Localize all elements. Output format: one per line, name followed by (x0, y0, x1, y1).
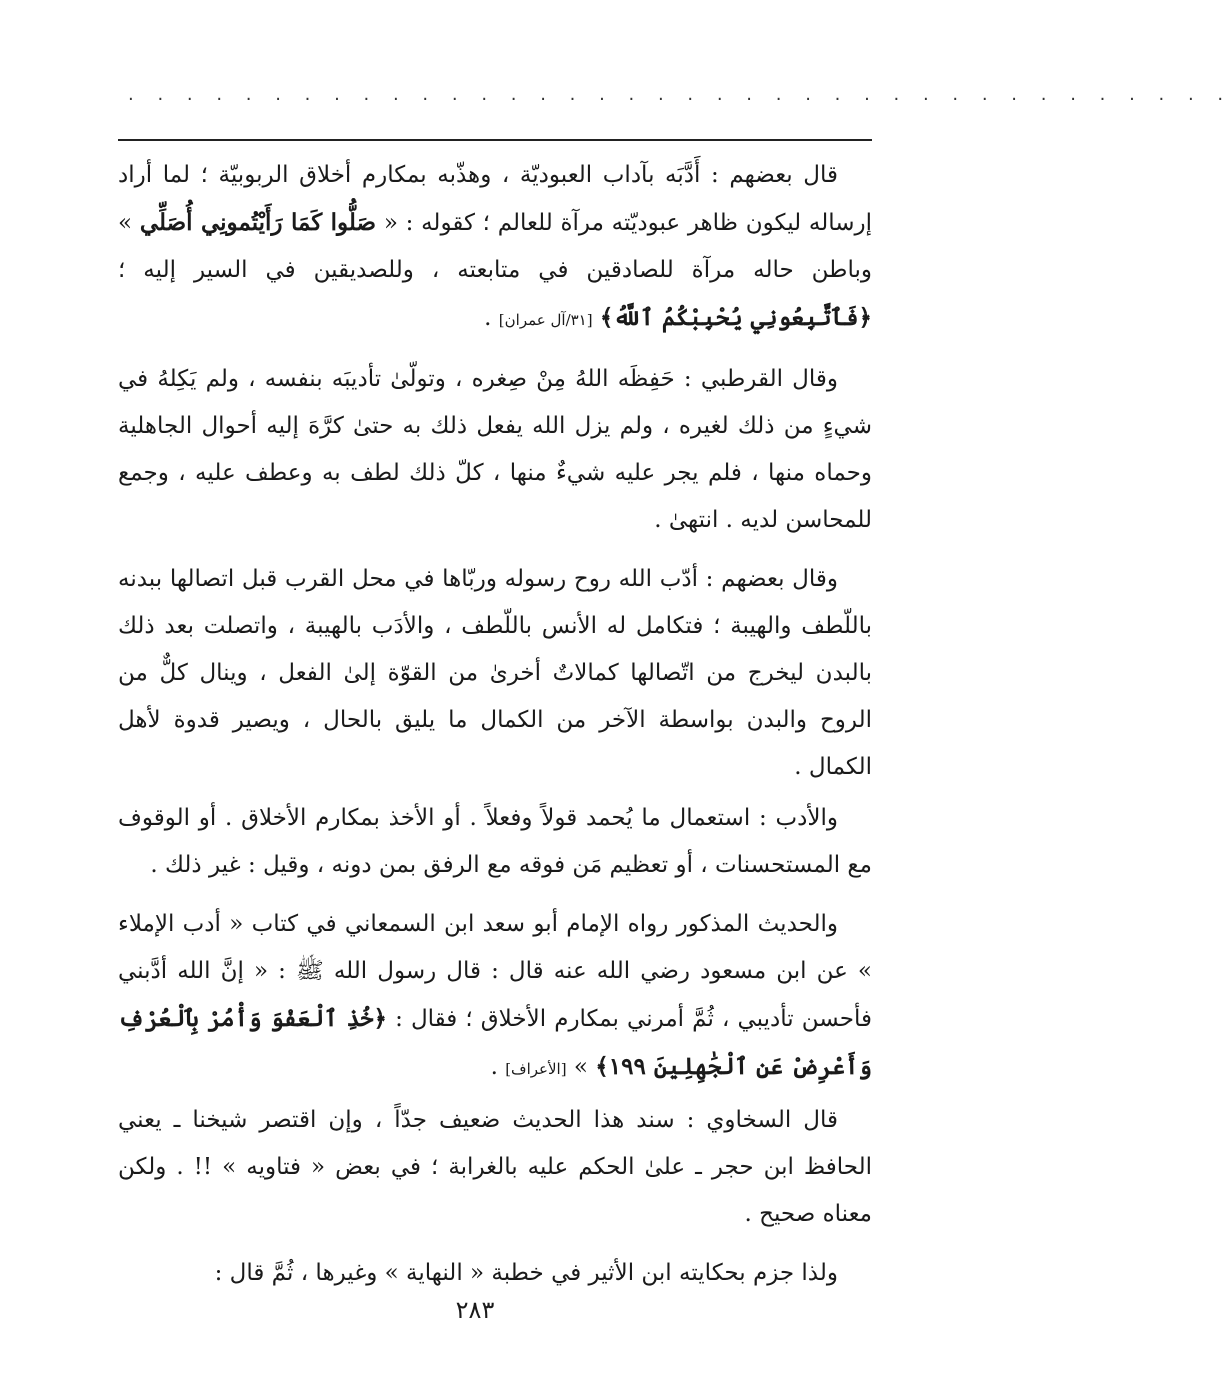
text-run: ولذا جزم بحكايته ابن الأثير في خطبة « النهاية » وغيرها ، ثُمَّ قال : (214, 1260, 838, 1286)
paragraph-adab-definition (118, 795, 872, 889)
text-run: » وباطن حاله مرآة للصادقين في متابعته ، وللصديقين في السير إليه ؛ (118, 210, 872, 283)
verse-reference: [٣١/آل عمران] (498, 311, 593, 329)
text-run (593, 305, 600, 331)
quoted-verse: ﴿فَٱتَّبِعُونِي يُحْبِبْكُمُ ٱللَّهُ﴾ (599, 304, 872, 331)
header-dotted-line: . . . . . . . . . . . . . . . . . . . . . . . . . . . . . . . . . . . . . . (128, 84, 1232, 105)
text-run: . (484, 305, 499, 331)
text-run: قال بعضهم : أَدَّبَه بآداب العبوديّة ، وهذّبه بمكارم أخلاق الربوبيّة ؛ لما أراد إرساله ليكون ظاهر عبوديّته مرآة للعالم ؛ كقوله : « (118, 162, 872, 236)
verse-reference: [الأعراف] (505, 1060, 567, 1078)
header-rule (118, 139, 872, 141)
paragraph-adab-ruh (118, 556, 872, 791)
text-run: » (566, 1054, 596, 1080)
paragraph-hadith-source (118, 901, 872, 1093)
text-run: والحديث المذكور رواه الإمام أبو سعد ابن السمعاني في كتاب « أدب الإملاء » عن ابن مسعود رضي الله عنه قال : قال رسول الله ﷺ : « إنَّ الله أدَّبني فأحسن تأديبي ، ثُمَّ أمرني بمكارم الأخلاق ؛ فقال : (118, 911, 872, 1032)
text-run: والأدب : استعمال ما يُحمد قولاً وفعلاً . أو الأخذ بمكارم الأخلاق . أو الوقوف مع المستحسنات ، أو تعظيم مَن فوقه مع الرفق بمن دونه ، وقيل : غير ذلك . (118, 805, 872, 878)
paragraph-adab-ubudiyya (118, 152, 872, 344)
text-run: . (490, 1054, 506, 1080)
paragraph-qurtubi (118, 356, 872, 544)
paragraph-sakhawi (118, 1097, 872, 1238)
quoted-verse: ﴿خُذِ ٱلْعَفْوَ وَأْمُرْ بِٱلْعُرْفِ وَأَعْرِضْ عَنِ ٱلْجَٰهِلِينَ ١٩٩﴾ (118, 1005, 872, 1080)
text-run: وقال بعضهم : أدّب الله روح رسوله وربّاها في محل القرب قبل اتصالها ببدنه باللّطف والهيبة ؛ فتكامل له الأنس باللّطف ، والأدَب بالهيبة ، واتصلت بعد ذلك بالبدن ليخرج من اتّصالها كمالاتٌ أخرىٰ من القوّة إلىٰ الفعل ، وينال كلٌّ من الروح والبدن بواسطة الآخر من الكمال ما يليق بالحال ، ويصير قدوة لأهل الكمال . (118, 566, 872, 780)
text-run: قال السخاوي : سند هذا الحديث ضعيف جدّاً ، وإن اقتصر شيخنا ـ يعني الحافظ ابن حجر ـ علىٰ الحكم عليه بالغرابة ؛ في بعض « فتاويه » !! . ولكن معناه صحيح . (118, 1107, 872, 1227)
page-number: ٢٨٣ (455, 1296, 495, 1324)
main-text (118, 152, 872, 1309)
text-run: وقال القرطبي : حَفِظَه اللهُ مِنْ صِغره ، وتولّىٰ تأديبَه بنفسه ، ولم يَكِلهُ في شيءٍ من ذلك لغيره ، ولم يزل الله يفعل ذلك به حتىٰ كرَّهَ إليه أحوال الجاهلية وحماه منها ، فلم يجر عليه شيءٌ منها ، كلّ ذلك لطف به وعطف عليه ، وجمع للمحاسن لديه . انتهىٰ . (118, 366, 872, 533)
paragraph-ibn-athir (118, 1250, 872, 1297)
quoted-verse: صَلُّوا كَمَا رَأَيْتُمونِي أُصَلِّي (139, 209, 377, 236)
